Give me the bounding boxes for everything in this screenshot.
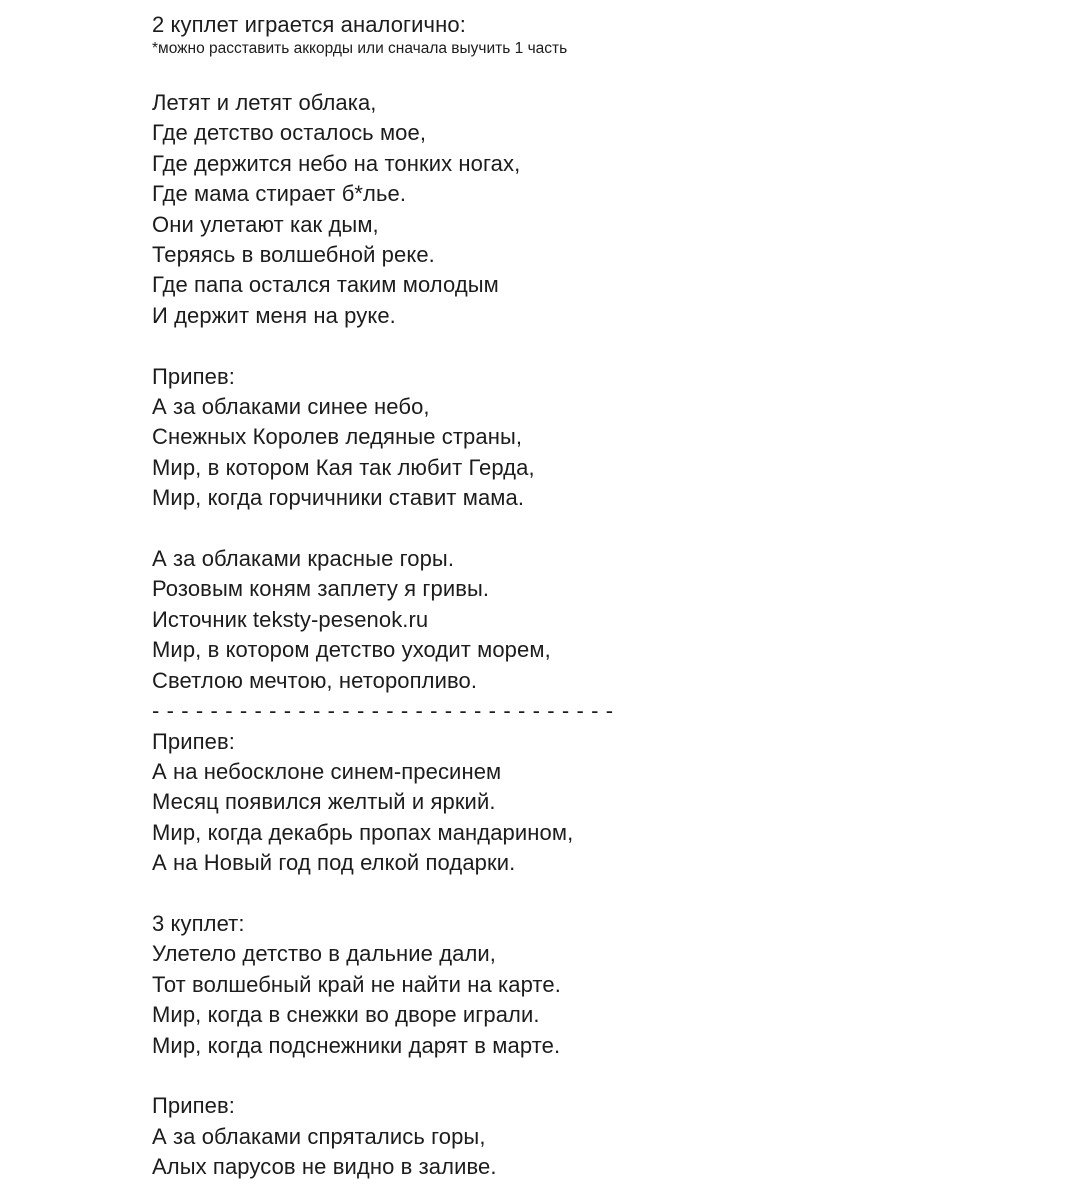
chorus-label: Припев: bbox=[152, 1093, 235, 1119]
lyrics-page bbox=[152, 10, 1032, 1183]
lyric-line: Улетело детство в дальние дали, bbox=[152, 941, 497, 967]
lyric-line: А на небосклоне синем-пресинем bbox=[152, 758, 502, 784]
spacer bbox=[152, 1061, 1032, 1091]
lyric-line: Мир, когда подснежники дарят в марте. bbox=[152, 1032, 561, 1058]
verse-label: 3 куплет: bbox=[152, 910, 245, 936]
lyric-line: Летят и летят облака, bbox=[152, 90, 377, 115]
lyric-line: Мир, в котором детство уходит морем, bbox=[152, 637, 551, 663]
lyric-line: Где держится небо на тонких ногах, bbox=[152, 150, 521, 176]
lyric-line: Светлою мечтою, неторопливо. bbox=[152, 667, 478, 693]
lyric-line: Снежных Королев ледяные страны, bbox=[152, 424, 523, 450]
chorus-label: Припев: bbox=[152, 363, 235, 389]
verse-2 bbox=[152, 88, 1032, 331]
lyric-line: Розовым коням заплету я гривы. bbox=[152, 576, 490, 602]
lyric-line: Где папа остался таким молодым bbox=[152, 272, 499, 298]
lyric-line: Мир, когда декабрь пропах мандарином, bbox=[152, 819, 574, 845]
chorus-2 bbox=[152, 727, 1032, 879]
instruction-note: *можно расставить аккорды или сначала выучить 1 часть bbox=[152, 40, 568, 57]
spacer bbox=[152, 879, 1032, 909]
lyric-line: А за облаками красные горы. bbox=[152, 546, 455, 572]
lyric-line: Где мама стирает б*лье. bbox=[152, 181, 407, 207]
section-title: 2 куплет играется аналогично: bbox=[152, 12, 466, 37]
source-line: Источник teksty-pesenok.ru bbox=[152, 606, 429, 632]
dashed-divider: - - - - - - - - - - - - - - - - - - - - - - - - - - - - - - - - bbox=[152, 698, 614, 724]
spacer bbox=[152, 58, 1032, 88]
chorus-3 bbox=[152, 1091, 1032, 1182]
lyric-line: Они улетают как дым, bbox=[152, 211, 379, 237]
chorus-1-continued bbox=[152, 544, 1032, 696]
lyric-line: А на Новый год под елкой подарки. bbox=[152, 850, 516, 876]
lyric-line: Мир, в котором Кая так любит Герда, bbox=[152, 454, 535, 480]
chorus-1 bbox=[152, 362, 1032, 514]
lyric-line: И держит меня на руке. bbox=[152, 302, 396, 328]
lyric-line: Мир, когда в снежки во дворе играли. bbox=[152, 1002, 540, 1028]
lyric-line: Тот волшебный край не найти на карте. bbox=[152, 971, 561, 997]
lyric-line: Где детство осталось мое, bbox=[152, 120, 427, 146]
spacer bbox=[152, 514, 1032, 544]
verse-3 bbox=[152, 909, 1032, 1061]
lyric-line: А за облаками спрятались горы, bbox=[152, 1123, 486, 1149]
lyric-line: Алых парусов не видно в заливе. bbox=[152, 1154, 497, 1180]
chorus-label: Припев: bbox=[152, 728, 235, 754]
lyric-line: Теряясь в волшебной реке. bbox=[152, 242, 435, 268]
lyric-line: А за облаками синее небо, bbox=[152, 394, 430, 420]
lyric-line: Месяц появился желтый и яркий. bbox=[152, 789, 496, 815]
lyric-line: Мир, когда горчичники ставит мама. bbox=[152, 485, 525, 511]
spacer bbox=[152, 331, 1032, 361]
